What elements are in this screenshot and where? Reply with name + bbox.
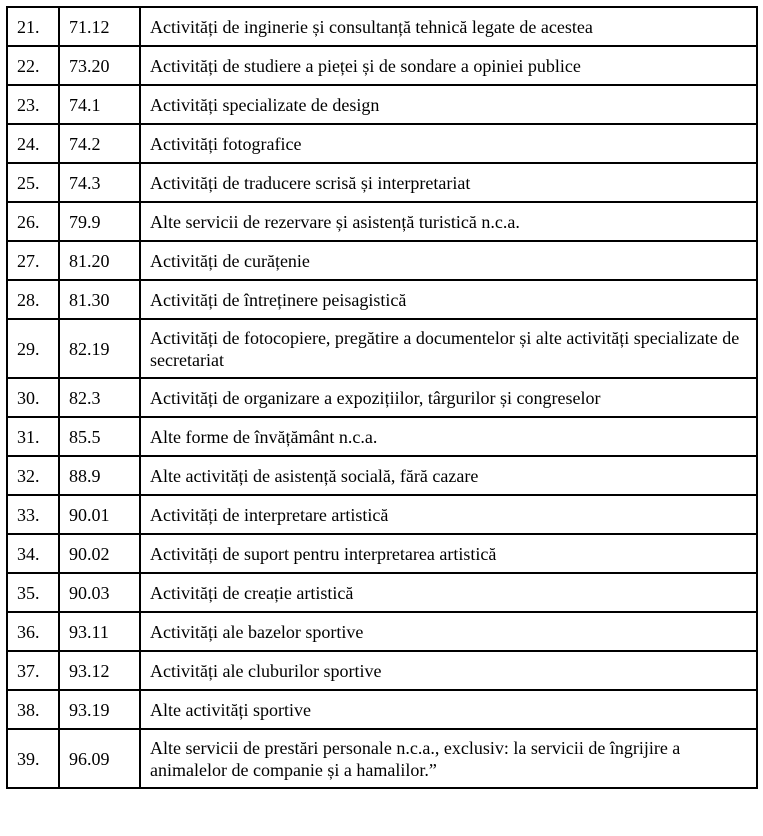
activity-description-cell: Activități de creație artistică <box>140 573 757 612</box>
row-number-cell: 29. <box>7 319 59 378</box>
activity-description-cell: Activități fotografice <box>140 124 757 163</box>
caen-code-cell: 90.03 <box>59 573 140 612</box>
table-row <box>7 85 757 124</box>
caen-code-cell: 81.30 <box>59 280 140 319</box>
caen-code-cell: 71.12 <box>59 7 140 46</box>
caen-code-cell: 82.19 <box>59 319 140 378</box>
table-row <box>7 573 757 612</box>
table-row <box>7 46 757 85</box>
row-number-cell: 27. <box>7 241 59 280</box>
activity-description-cell: Alte servicii de rezervare și asistență turistică n.c.a. <box>140 202 757 241</box>
table-row <box>7 319 757 378</box>
activity-description-cell: Alte activități sportive <box>140 690 757 729</box>
activity-description-cell: Alte forme de învățământ n.c.a. <box>140 417 757 456</box>
caen-code-cell: 96.09 <box>59 729 140 788</box>
caen-code-cell: 79.9 <box>59 202 140 241</box>
caen-code-cell: 93.11 <box>59 612 140 651</box>
table-row <box>7 456 757 495</box>
row-number-cell: 21. <box>7 7 59 46</box>
row-number-cell: 25. <box>7 163 59 202</box>
activity-description-cell: Activități ale cluburilor sportive <box>140 651 757 690</box>
caen-code-cell: 74.1 <box>59 85 140 124</box>
caen-code-cell: 82.3 <box>59 378 140 417</box>
activity-description-cell: Activități de întreținere peisagistică <box>140 280 757 319</box>
row-number-cell: 26. <box>7 202 59 241</box>
row-number-cell: 35. <box>7 573 59 612</box>
row-number-cell: 39. <box>7 729 59 788</box>
row-number-cell: 30. <box>7 378 59 417</box>
table-row <box>7 241 757 280</box>
activity-description-cell: Activități de curățenie <box>140 241 757 280</box>
row-number-cell: 23. <box>7 85 59 124</box>
activity-description-cell: Activități de organizare a expozițiilor, târgurilor și congreselor <box>140 378 757 417</box>
row-number-cell: 28. <box>7 280 59 319</box>
table-row <box>7 729 757 788</box>
caen-code-cell: 73.20 <box>59 46 140 85</box>
row-number-cell: 36. <box>7 612 59 651</box>
table-row <box>7 202 757 241</box>
caen-code-cell: 81.20 <box>59 241 140 280</box>
caen-code-cell: 90.01 <box>59 495 140 534</box>
table-row <box>7 534 757 573</box>
table-row <box>7 280 757 319</box>
caen-code-cell: 90.02 <box>59 534 140 573</box>
table-body <box>7 7 757 788</box>
table-row <box>7 124 757 163</box>
row-number-cell: 37. <box>7 651 59 690</box>
activity-description-cell: Alte activități de asistență socială, fără cazare <box>140 456 757 495</box>
activity-description-cell: Activități de traducere scrisă și interpretariat <box>140 163 757 202</box>
activity-description-cell: Alte servicii de prestări personale n.c.a., exclusiv: la servicii de îngrijire a animalelor de companie și a hamalilor.” <box>140 729 757 788</box>
activity-description-cell: Activități specializate de design <box>140 85 757 124</box>
table-row <box>7 378 757 417</box>
caen-activities-table <box>6 6 758 789</box>
caen-code-cell: 74.3 <box>59 163 140 202</box>
row-number-cell: 38. <box>7 690 59 729</box>
caen-code-cell: 74.2 <box>59 124 140 163</box>
table-row <box>7 495 757 534</box>
table-row <box>7 417 757 456</box>
row-number-cell: 24. <box>7 124 59 163</box>
activity-description-cell: Activități de suport pentru interpretarea artistică <box>140 534 757 573</box>
caen-code-cell: 93.19 <box>59 690 140 729</box>
caen-code-cell: 85.5 <box>59 417 140 456</box>
table-row <box>7 612 757 651</box>
row-number-cell: 34. <box>7 534 59 573</box>
table-row <box>7 651 757 690</box>
table-row <box>7 7 757 46</box>
table-row <box>7 690 757 729</box>
row-number-cell: 31. <box>7 417 59 456</box>
activity-description-cell: Activități de studiere a pieței și de sondare a opiniei publice <box>140 46 757 85</box>
row-number-cell: 32. <box>7 456 59 495</box>
activity-description-cell: Activități de interpretare artistică <box>140 495 757 534</box>
caen-code-cell: 88.9 <box>59 456 140 495</box>
activity-description-cell: Activități de inginerie și consultanță tehnică legate de acestea <box>140 7 757 46</box>
activity-description-cell: Activități de fotocopiere, pregătire a documentelor și alte activități specializate de secretariat <box>140 319 757 378</box>
row-number-cell: 22. <box>7 46 59 85</box>
table-row <box>7 163 757 202</box>
caen-code-cell: 93.12 <box>59 651 140 690</box>
activities-table-container <box>6 6 758 789</box>
activity-description-cell: Activități ale bazelor sportive <box>140 612 757 651</box>
row-number-cell: 33. <box>7 495 59 534</box>
